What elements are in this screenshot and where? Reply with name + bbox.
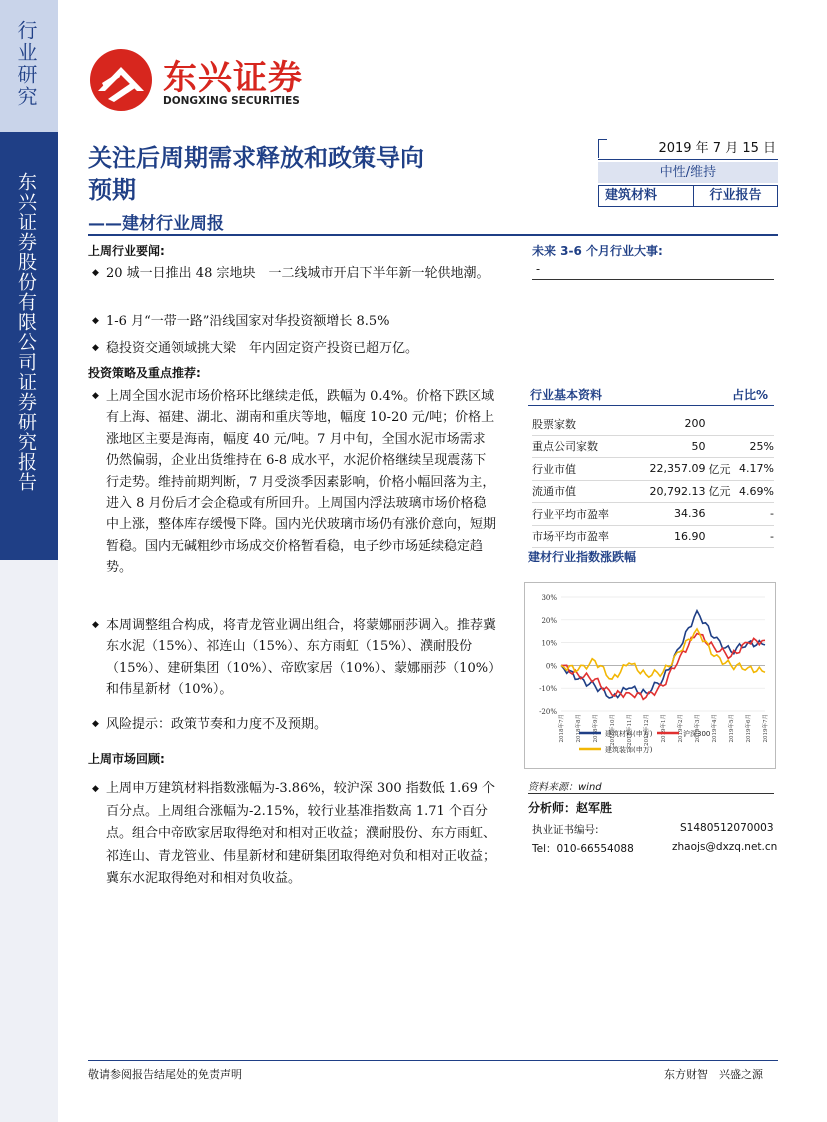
analyst-heading: 分析师：赵军胜 — [528, 801, 613, 815]
basic-info-unit — [705, 503, 736, 526]
sidebar-top-label: 行业研究 — [14, 20, 38, 108]
chart-y-tick: 10% — [541, 639, 557, 648]
report-type-label: 行业报告 — [709, 188, 762, 203]
analyst-email: zhaojs@dxzq.net.cn — [672, 841, 778, 853]
footer-disclaimer: 敬请参阅报告结尾处的免责声明 — [88, 1068, 242, 1081]
strategy-item: ◆ 风险提示：政策节奏和力度不及预期。 — [106, 714, 496, 735]
chart-y-tick: 20% — [541, 616, 557, 625]
basic-info-pct: 4.69% — [736, 480, 774, 503]
basic-info-row — [532, 413, 774, 435]
chart-series-line — [561, 611, 765, 698]
basic-info-col-header: 占比% — [732, 388, 769, 402]
rating-badge: 中性/维持 — [598, 162, 778, 183]
news-item: ◆ 20 城一日推出 48 宗地块 一二线城市开启下半年新一轮供地潮。 — [106, 263, 496, 284]
sidebar-top-panel — [0, 0, 58, 132]
chart-x-tick: 2019年5月 — [729, 714, 735, 743]
basic-info-pct: 25% — [736, 435, 774, 458]
report-title — [88, 142, 424, 206]
basic-info-heading: 行业基本资料 — [530, 388, 603, 402]
chart-x-tick: 2018年7月 — [559, 714, 565, 743]
market-heading: 上周市场回顾: — [88, 752, 165, 766]
chart-y-tick: -10% — [539, 685, 557, 694]
analyst-cert-label: 执业证书编号: — [532, 824, 599, 836]
basic-info-label: 股票家数 — [532, 413, 618, 435]
report-title-line2: 预期 — [88, 176, 136, 204]
chart-x-tick: 2019年6月 — [746, 714, 752, 743]
chart-y-tick: -20% — [539, 708, 557, 716]
basic-info-value: 200 — [618, 413, 705, 435]
logo-name-cn: 东兴证券 — [163, 58, 303, 98]
news-heading: 上周行业要闻: — [88, 244, 165, 258]
basic-info-row — [532, 525, 774, 548]
basic-info-label: 流通市值 — [532, 480, 618, 503]
chart-series-line — [561, 634, 765, 700]
basic-info-value: 34.36 — [618, 503, 705, 526]
chart-x-tick: 2019年4月 — [712, 714, 718, 743]
index-chart — [525, 583, 775, 768]
basic-info-value: 20,792.13 — [618, 480, 705, 503]
market-item: ◆ 上周申万建筑材料指数涨幅为-3.86%，较沪深 300 指数低 1.69 个百分点。上周组合涨幅为-2.15%，较行业基准指数高 1.71 个百分点。组合中帝欧家居取得绝对和相对正收益；濮耐股份、东方雨虹、祁连山、青龙管业、伟星新材和建研集团取得绝对负和相对正收益；冀东水泥取得绝对和相对负收益。 — [106, 778, 496, 891]
logo-name-en: DONGXING SECURITIES — [163, 95, 300, 107]
basic-info-value: 16.90 — [618, 525, 705, 548]
news-item: ◆ 稳投资交通领域挑大梁 年内固定资产投资已超万亿。 — [106, 338, 496, 359]
basic-info-label: 市场平均市盈率 — [532, 525, 618, 548]
chart-x-tick: 2018年9月 — [593, 714, 599, 743]
news-item: ◆ 1-6 月“一带一路”沿线国家对华投资额增长 8.5% — [106, 311, 496, 332]
bullet-icon: ◆ — [92, 620, 99, 630]
chart-legend-label: 建筑装饰(申万) — [605, 746, 653, 754]
basic-info-pct: 4.17% — [736, 458, 774, 481]
strategy-heading: 投资策略及重点推荐: — [88, 366, 201, 380]
footer-slogan: 东方财智 兴盛之源 — [664, 1068, 763, 1081]
chart-x-tick: 2018年12月 — [644, 714, 650, 746]
company-logo-icon — [88, 47, 154, 113]
basic-info-row — [532, 458, 774, 481]
chart-x-tick: 2018年10月 — [610, 714, 616, 746]
bullet-icon: ◆ — [92, 391, 99, 401]
chart-y-tick: 30% — [541, 594, 557, 602]
strategy-item: ◆ 上周全国水泥市场价格环比继续走低，跌幅为 0.4%。价格下跌区域有上海、福建、湖北、湖南和重庆等地，幅度 10-20 元/吨；价格上涨地区主要是海南，幅度 40 元/吨。7 月中旬，全国水泥市场需求仍然偏弱，企业出货维持在 6-8 成水平，水泥价格继续呈现震荡下行走势。维持前期判断，7 月受淡季因素影响，价格小幅回落为主，进入 8 月份后才会企稳或有所回升。上周国内浮法玻璃市场价格稳中上涨，整体库存缓慢下降。国内光伏玻璃市场仍有涨价意向，短期暂稳。国内无碱粗纱市场成交价格暂看稳，电子纱市场延续稳定趋势。 — [106, 386, 496, 579]
basic-info-divider — [528, 405, 774, 406]
chart-x-tick: 2018年8月 — [576, 714, 582, 743]
chart-x-tick: 2019年1月 — [661, 714, 667, 743]
analyst-cert-no: S1480512070003 — [680, 822, 774, 834]
basic-info-label: 行业平均市盈率 — [532, 503, 618, 526]
header-info-box — [598, 139, 778, 207]
basic-info-unit — [705, 435, 736, 458]
chart-x-tick: 2019年3月 — [695, 714, 701, 743]
basic-info-value: 50 — [618, 435, 705, 458]
events-placeholder: - — [536, 262, 541, 276]
report-subtitle: ——建材行业周报 — [88, 214, 224, 234]
footer-divider — [88, 1060, 778, 1061]
bullet-icon: ◆ — [92, 343, 99, 353]
sidebar-company-label: 东兴证券股份有限公司证券研究报告 — [15, 172, 37, 492]
basic-info-unit — [705, 525, 736, 548]
basic-info-label: 行业市值 — [532, 458, 618, 481]
events-heading: 未来 3-6 个月行业大事: — [532, 244, 663, 258]
basic-info-pct: - — [736, 525, 774, 548]
sidebar-company-panel — [0, 132, 58, 560]
source-divider — [528, 793, 774, 794]
bullet-icon: ◆ — [92, 316, 99, 326]
chart-heading: 建材行业指数涨跌幅 — [528, 550, 637, 564]
strategy-item: ◆ 本周调整组合构成，将青龙管业调出组合，将蒙娜丽莎调入。推荐冀东水泥（15%）、祁连山（15%）、东方雨虹（15%）、濮耐股份（15%）、建研集团（10%）、帝欧家居（10%）、蒙娜丽莎（10%）和伟星新材（10%）。 — [106, 615, 496, 701]
chart-x-tick: 2019年2月 — [678, 714, 684, 743]
basic-info-unit: 亿元 — [705, 458, 736, 481]
basic-info-row — [532, 480, 774, 503]
basic-info-pct — [736, 413, 774, 435]
sidebar — [0, 0, 58, 1122]
report-date: 2019 年 7 月 15 日 — [598, 139, 778, 160]
industry-label: 建筑材料 — [599, 186, 694, 206]
basic-info-value: 22,357.09 — [618, 458, 705, 481]
bullet-icon: ◆ — [92, 719, 99, 729]
basic-info-row — [532, 435, 774, 458]
chart-legend-label: 沪深300 — [683, 730, 711, 738]
index-chart-frame — [524, 582, 776, 769]
bullet-icon: ◆ — [92, 784, 99, 794]
basic-info-pct: - — [736, 503, 774, 526]
analyst-tel: Tel：010-66554088 — [532, 843, 634, 855]
basic-info-table — [532, 413, 774, 548]
chart-x-tick: 2019年7月 — [763, 714, 769, 743]
report-title-line1: 关注后周期需求释放和政策导向 — [88, 144, 424, 172]
title-divider — [88, 234, 778, 236]
basic-info-row — [532, 503, 774, 526]
chart-legend-label: 建筑材料(申万) — [605, 730, 653, 738]
chart-y-tick: 0% — [545, 662, 557, 671]
chart-x-tick: 2018年11月 — [627, 714, 633, 746]
bullet-icon: ◆ — [92, 268, 99, 278]
basic-info-unit: 亿元 — [705, 480, 736, 503]
basic-info-label: 重点公司家数 — [532, 435, 618, 458]
events-divider — [532, 279, 774, 280]
chart-source: 资料来源：wind — [528, 782, 602, 793]
basic-info-unit — [705, 413, 736, 435]
